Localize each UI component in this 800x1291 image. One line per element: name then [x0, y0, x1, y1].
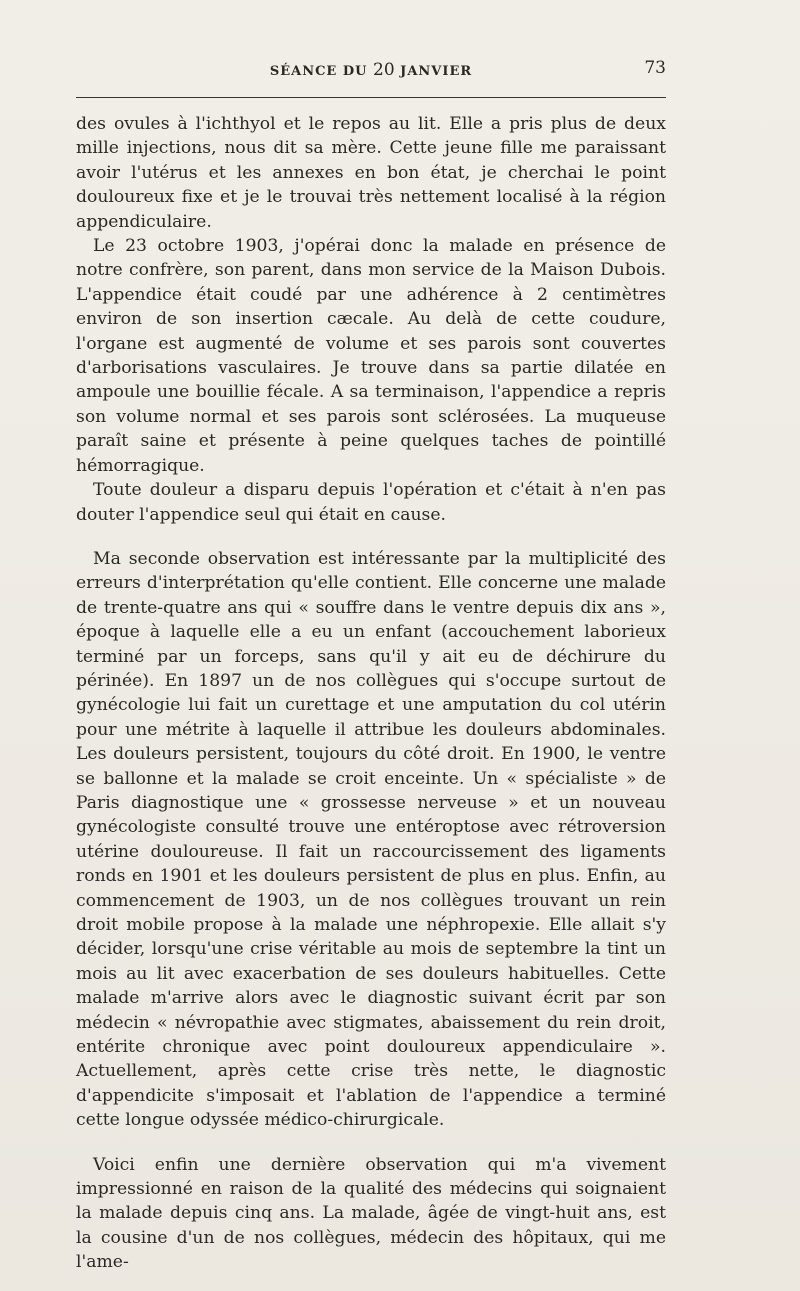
title-day-number: 20 [373, 60, 395, 80]
running-head-title [76, 60, 666, 80]
paragraph-operation: Le 23 octobre 1903, j'opérai donc la malade en présence de notre confrère, son parent, dans mon service de la Maison Dubois. L'appendice était coudé par une adhérence à 2 centimètres environ de son insertion cæcale. Au delà de cette coudure, l'organe est augmenté de volume et ses parois sont couvertes d'arborisations vasculaires. Je trouve dans sa partie dilatée en ampoule une bouillie fécale. A sa terminaison, l'appendice a repris son volume normal et ses parois sont sclérosées. La muqueuse paraît saine et présente à peine quelques taches de pointillé hémorragique. [76, 236, 666, 476]
body-text [76, 112, 666, 1275]
paragraph-conclusion: Toute douleur a disparu depuis l'opération et c'était à n'en pas douter l'appendice seul qui était en cause. [76, 480, 666, 525]
paragraph-second-observation: Ma seconde observation est intéressante par la multiplicité des erreurs d'interprétation qu'elle contient. Elle concerne une malade de trente-quatre ans qui « souffre dans le ventre depuis dix ans », époque à laquelle elle a eu un enfant (accouchement laborieux terminé par un forceps, sans qu'il y ait eu de déchirure du périnée). En 1897 un de nos collègues qui s'occupe surtout de gynécologie lui fait un curettage et une amputation du col utérin pour une métrite à laquelle il attribue les douleurs abdominales. Les douleurs persistent, toujours du côté droit. En 1900, le ventre se ballonne et la malade se croit enceinte. Un « spécialiste » de Paris diagnostique une « grossesse nerveuse » et un nouveau gynécologiste consulté trouve une entéroptose avec rétroversion utérine douloureuse. Il fait un raccourcissement des ligaments ronds en 1901 et les douleurs persistent de plus en plus. Enfin, au commencement de 1903, un de nos collègues trouvant un rein droit mobile propose à la malade une néphropexie. Elle allait s'y décider, lorsqu'une crise véritable au mois de septembre la tint un mois au lit avec exacerbation de ses douleurs habituelles. Cette malade m'arrive alors avec le diagnostic suivant écrit par son médecin « névropathie avec stigmates, abaissement du rein droit, entérite chronique avec point douloureux appendiculaire ». Actuellement, après cette crise très nette, le diagnostic d'appendicite s'imposait et l'ablation de l'appendice a terminé cette longue odyssée médico-chirurgicale. [76, 548, 666, 1131]
paragraph-continuation: des ovules à l'ichthyol et le repos au lit. Elle a pris plus de deux mille injections, nous dit sa mère. Cette jeune fille me paraissant avoir l'utérus et les annexes en bon état, je cherchai le point douloureux fixe et je le trouvai très nettement localisé à la région appendiculaire. [76, 114, 666, 232]
page-number: 73 [644, 58, 666, 78]
title-part-2: JANVIER [394, 64, 473, 79]
running-head [76, 58, 666, 84]
paragraph-last-observation: Voici enfin une dernière observation qui m'a vivement impressionné en raison de la qualité des médecins qui soignaient la malade depuis cinq ans. La malade, âgée de vingt-huit ans, est la cousine d'un de nos collègues, médecin des hôpitaux, qui me l'ame- [76, 1154, 666, 1273]
header-rule [76, 97, 666, 98]
title-part-1: SÉANCE DU [269, 64, 373, 79]
